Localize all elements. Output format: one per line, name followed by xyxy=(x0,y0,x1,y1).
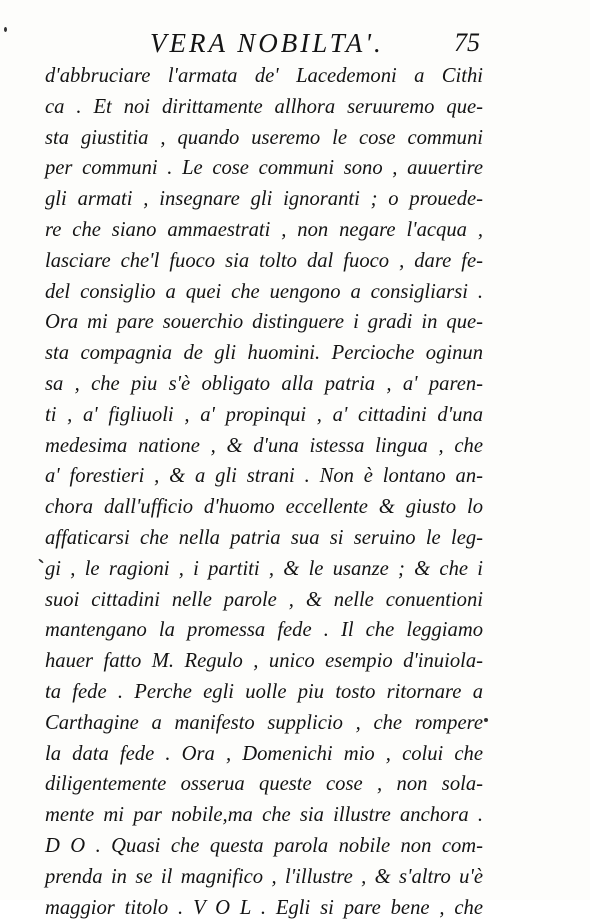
text-line: hauer fatto M. Regulo , unico esempio d'inuiola- xyxy=(45,650,483,673)
text-line: del consiglio a quei che uengono a consigliarsi . xyxy=(45,280,483,303)
text-line: mente mi par nobile,ma che sia illustre anchora . xyxy=(45,804,483,827)
running-title: VERA NOBILTA'. xyxy=(150,28,384,58)
text-line: suoi cittadini nelle parole , & nelle conuentioni xyxy=(45,588,483,611)
ink-speck xyxy=(4,27,7,32)
text-line: D O . Quasi che questa parola nobile non com- xyxy=(45,834,483,857)
text-line: prenda in se il magnifico , l'illustre , & s'altro u'è xyxy=(45,865,483,888)
text-line: affaticarsi che nella patria sua si seruino le leg- xyxy=(45,526,483,549)
text-line: ti , a' figliuoli , a' propinqui , a' cittadini d'una xyxy=(45,403,483,426)
text-line: sta compagnia de gli huomini. Percioche oginun xyxy=(45,342,483,365)
text-line: la data fede . Ora , Domenichi mio , colui che xyxy=(45,742,483,765)
text-line: re che siano ammaestrati , non negare l'acqua , xyxy=(45,218,483,241)
text-line: lasciare che'l fuoco sia tolto dal fuoco , dare fe- xyxy=(45,249,483,272)
page-header xyxy=(150,28,480,64)
text-line: per communi . Le cose communi sono , auuertire xyxy=(45,157,483,180)
text-line: diligentemente osserua queste cose , non sola- xyxy=(45,773,483,796)
text-line: chora dall'ufficio d'huomo eccellente & giusto lo xyxy=(45,496,483,519)
text-line: mantengano la promessa fede . Il che leggiamo xyxy=(45,619,483,642)
text-line: Carthagine a manifesto supplicio , che rompere xyxy=(45,711,483,734)
text-line: ta fede . Perche egli uolle piu tosto ritornare a xyxy=(45,680,483,703)
text-line: sta giustitia , quando useremo le cose communi xyxy=(45,126,483,149)
text-line: medesima natione , & d'una istessa lingua , che xyxy=(45,434,483,457)
text-line: maggior titolo . V O L . Egli si pare bene , che xyxy=(45,896,483,919)
text-line: d'abbruciare l'armata de' Lacedemoni a Cithi xyxy=(45,65,483,87)
page-number: 75 xyxy=(454,28,480,57)
text-line: sa , che piu s'è obligato alla patria , a' paren- xyxy=(45,372,483,395)
text-line: Ora mi pare souerchio distinguere i gradi in que- xyxy=(45,311,483,334)
body-text xyxy=(45,61,483,923)
text-line: a' forestieri , & a gli strani . Non è lontano an- xyxy=(45,465,483,488)
ink-speck xyxy=(484,718,488,722)
text-line: gi , le ragioni , i partiti , & le usanze ; & che i xyxy=(45,557,483,580)
ink-speck xyxy=(38,558,44,563)
text-line: gli armati , insegnare gli ignoranti ; o prouede- xyxy=(45,188,483,211)
text-line: ca . Et noi dirittamente allhora seruuremo que- xyxy=(45,95,483,118)
